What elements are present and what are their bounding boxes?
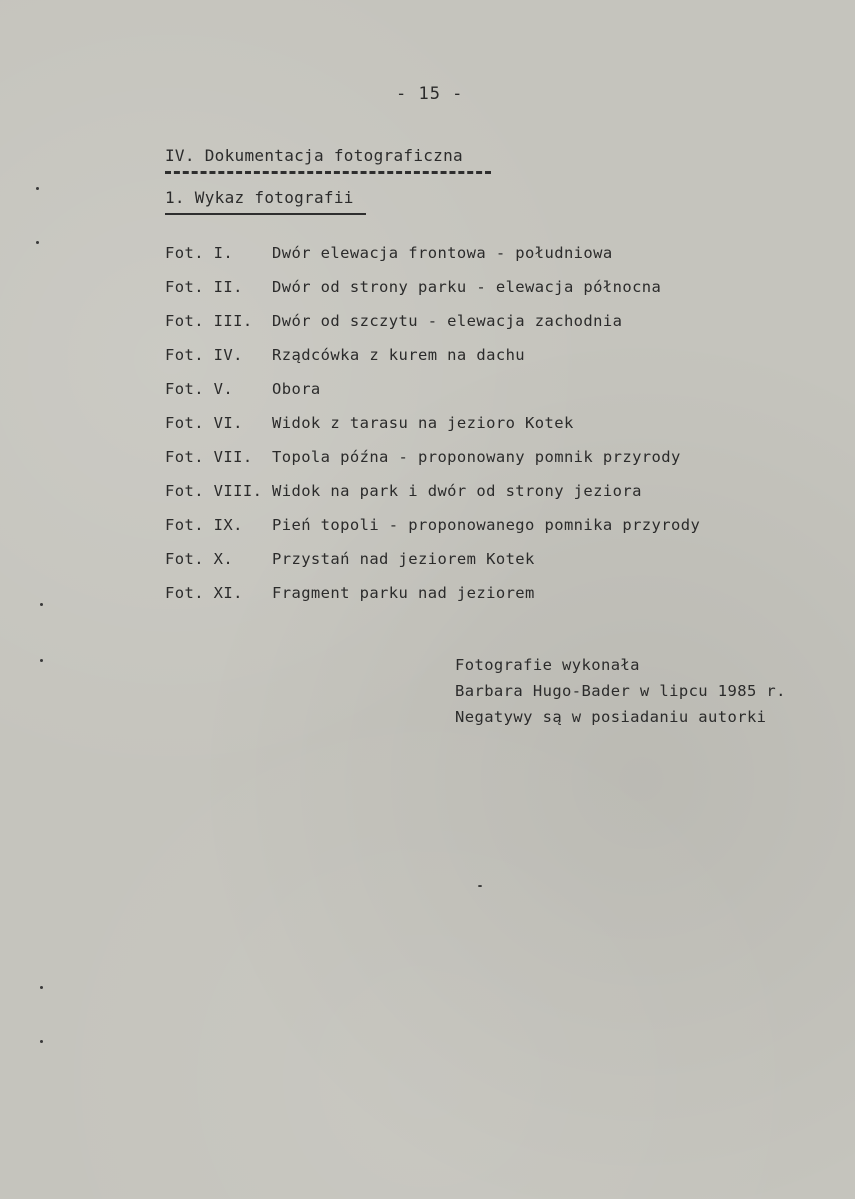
credit-line-negatives: Negatywy są w posiadaniu autorki — [455, 708, 767, 726]
photo-description: Topola późna - proponowany pomnik przyrody — [272, 448, 681, 466]
margin-mark — [40, 1040, 43, 1043]
photo-description: Dwór elewacja frontowa - południowa — [272, 244, 613, 262]
photo-description: Widok z tarasu na jezioro Kotek — [272, 414, 574, 432]
photo-number: Fot. II. — [165, 278, 243, 296]
margin-mark — [40, 603, 43, 606]
subsection-underline — [165, 213, 366, 215]
margin-mark — [36, 187, 39, 190]
photo-description: Przystań nad jeziorem Kotek — [272, 550, 535, 568]
photo-number: Fot. V. — [165, 380, 234, 398]
page-number: - 15 - — [396, 84, 464, 104]
photo-description: Rządcówka z kurem na dachu — [272, 346, 526, 364]
section-underline — [165, 171, 491, 174]
credit-line-photographer: Fotografie wykonała — [455, 656, 640, 674]
photo-description: Pień topoli - proponowanego pomnika przyrody — [272, 516, 701, 534]
photo-number: Fot. IV. — [165, 346, 243, 364]
photo-list-item — [165, 406, 805, 440]
photo-number: Fot. III. — [165, 312, 253, 330]
photo-number: Fot. IX. — [165, 516, 243, 534]
photo-number: Fot. I. — [165, 244, 234, 262]
photo-list-item — [165, 270, 805, 304]
photo-list-item — [165, 338, 805, 372]
photo-list-item — [165, 576, 805, 610]
photo-list — [165, 236, 805, 610]
photo-list-item — [165, 508, 805, 542]
photo-description: Dwór od szczytu - elewacja zachodnia — [272, 312, 623, 330]
section-title: IV. Dokumentacja fotograficzna — [165, 146, 463, 165]
photo-list-item — [165, 440, 805, 474]
photo-number: Fot. VII. — [165, 448, 253, 466]
photo-number: Fot. VI. — [165, 414, 243, 432]
photo-description: Obora — [272, 380, 321, 398]
photo-number: Fot. X. — [165, 550, 234, 568]
photo-credits — [455, 652, 835, 730]
photo-description: Widok na park i dwór od strony jeziora — [272, 482, 642, 500]
margin-mark — [40, 986, 43, 989]
margin-mark — [478, 885, 482, 887]
photo-list-item — [165, 304, 805, 338]
margin-mark — [40, 659, 43, 662]
photo-description: Dwór od strony parku - elewacja północna — [272, 278, 662, 296]
photo-description: Fragment parku nad jeziorem — [272, 584, 535, 602]
photo-list-item — [165, 236, 805, 270]
photo-number: Fot. VIII. — [165, 482, 263, 500]
photo-list-item — [165, 372, 805, 406]
subsection-title: 1. Wykaz fotografii — [165, 188, 354, 207]
credit-line-author-date: Barbara Hugo-Bader w lipcu 1985 r. — [455, 682, 786, 700]
photo-list-item — [165, 542, 805, 576]
margin-mark — [36, 241, 39, 244]
photo-number: Fot. XI. — [165, 584, 243, 602]
photo-list-item — [165, 474, 805, 508]
